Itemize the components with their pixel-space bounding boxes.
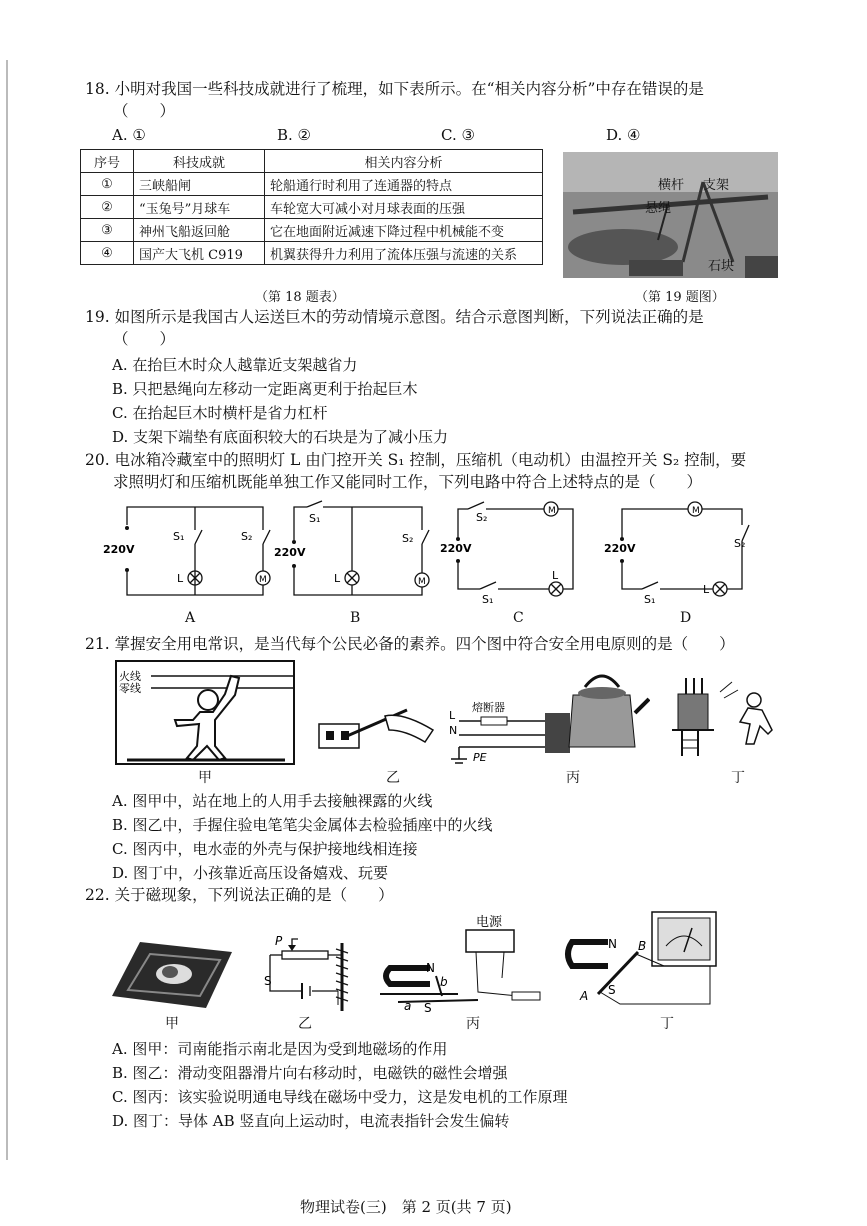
conductor-ab [598,952,638,994]
q22-stem: 22. 关于磁现象，下列说法正确的是（ ） [85,886,394,904]
voltage-label: 220V [274,546,306,559]
q22-option-d[interactable]: D. 图丁：导体 AB 竖直向上运动时，电流表指针会发生偏转 [112,1112,510,1130]
s1-label: S₁ [644,593,656,605]
q18-stem: 18. 小明对我国一些科技成就进行了梳理，如下表所示。在“相关内容分析”中存在错误的是 [85,80,704,98]
q18-table [80,149,543,265]
table-cell: ④ [81,242,134,265]
circuit-wire [622,509,742,589]
s2-label: S₂ [402,532,414,545]
table-cell: 车轮宽大可减小对月球表面的压强 [265,196,543,219]
question-19 [85,306,704,350]
log-shape [568,229,678,265]
table-cell: “玉兔号”月球车 [134,196,265,219]
table-header: 科技成就 [134,150,265,173]
s1-label: S₁ [173,530,185,543]
q22-caption-jia: 甲 [165,1016,179,1032]
q19-option-a[interactable]: A. 在抬巨木时众人越靠近支架越省力 [112,356,358,374]
power-supply-icon [466,930,514,952]
table-row [81,196,543,219]
stone-block-left [629,260,683,276]
table-cell: 机翼获得升力利用了流体压强与流速的关系 [265,242,543,265]
q22-option-a[interactable]: A. 图甲：司南能指示南北是因为受到地磁场的作用 [112,1040,448,1058]
q20-circuit-b [272,500,447,605]
q21-option-c[interactable]: C. 图丙中，电水壶的外壳与保护接地线相连接 [112,840,418,858]
q19-caption: （第 19 题图） [635,290,725,305]
q19-answer-blank: （ ） [113,330,176,348]
motor-label: M [548,506,556,516]
q22-option-c[interactable]: C. 图丙：该实验说明通电导线在磁场中受力，这是发电机的工作原理 [112,1088,568,1106]
label-support: 支架 [703,178,730,193]
question-18 [85,78,704,122]
s-label: S [424,1001,432,1012]
magnet-icon [568,942,608,966]
stone-block-right [745,256,778,278]
label-stone: 石块 [708,259,735,274]
p-label: P [275,935,283,948]
circuit-wire [270,955,302,991]
page-footer: 物理试卷(三) 第 2 页(共 7 页) [300,1198,512,1216]
q21-option-d[interactable]: D. 图丁中，小孩靠近高压设备嬉戏、玩要 [112,864,389,882]
n-label: N [608,937,617,951]
q22-figure-bing [378,912,553,1012]
circuit-d-label[interactable]: D [680,610,692,626]
q21-stem: 21. 掌握安全用电常识，是当代每个公民必备的素养。四个图中符合安全用电原则的是（ ） [85,635,735,653]
q22-figure-ding [560,908,730,1008]
table-cell: 它在地面附近减速下降过程中机械能不变 [265,219,543,242]
circuit-c-label[interactable]: C [513,610,524,626]
voltage-label: 220V [604,542,636,555]
table-row [81,173,543,196]
table-cell: 国产大飞机 C919 [134,242,265,265]
q19-figure [563,152,778,278]
q18-option-b[interactable]: B. ② [277,126,312,144]
table-row [81,242,543,265]
table-cell: ② [81,196,134,219]
q22-figure-jia [110,938,235,1010]
pe-label: PE [473,751,487,764]
hand-icon [385,715,433,742]
q18-option-a[interactable]: A. ① [112,126,146,144]
question-20 [85,449,746,493]
page-edge-line [6,60,8,1160]
s-label: S [264,974,272,988]
q20-circuit-d [600,497,775,605]
table-cell: 轮船通行时利用了连通器的特点 [265,173,543,196]
spoon-icon [162,966,178,978]
transformer-icon [678,694,708,730]
plug-icon [545,713,570,753]
motor-label: M [418,577,426,587]
fuse-label: 熔断器 [472,701,505,714]
q18-caption: （第 18 题表） [255,290,345,305]
q21-caption-yi: 乙 [386,770,400,786]
table-header-row [81,150,543,173]
table-cell: 三峡船闸 [134,173,265,196]
q21-option-a[interactable]: A. 图甲中，站在地上的人用手去接触裸露的火线 [112,792,433,810]
child-icon [740,693,772,744]
q19-option-b[interactable]: B. 只把悬绳向左移动一定距离更利于抬起巨木 [112,380,418,398]
q22-caption-yi: 乙 [298,1016,312,1032]
motor-label: M [692,506,700,516]
table-cell: 神州飞船返回舱 [134,219,265,242]
q22-figure-yi [242,935,372,1013]
lamp-label: L [334,572,341,585]
s2-label: S₂ [734,537,746,550]
q22-caption-bing: 丙 [466,1016,480,1032]
rheostat-icon [282,951,328,959]
q19-option-c[interactable]: C. 在抬起巨木时横杆是省力杠杆 [112,404,328,422]
q21-caption-ding: 丁 [731,770,745,786]
l-label: L [449,709,456,722]
q20-stem-line2: 求照明灯和压缩机既能单独工作又能同时工作，下列电路中符合上述特点的是（ ） [113,473,703,491]
question-21 [85,633,735,655]
fuse-icon [481,717,507,725]
q20-stem-line1: 20. 电冰箱冷藏室中的照明灯 L 由门控开关 S₁ 控制，压缩机（电动机）由温控开关 S₂ 控制，要 [85,451,747,469]
magnet-icon [386,968,430,984]
q21-figure-bing [445,663,650,771]
voltage-label: 220V [103,543,135,556]
s-label: S [608,983,616,997]
q21-caption-bing: 丙 [566,770,580,786]
kettle-icon [569,695,635,747]
q20-circuit-a [100,500,275,605]
s2-label: S₂ [241,530,253,543]
n-label: N [426,961,435,975]
power-label: 电源 [476,915,503,930]
a-point-label: A [580,989,589,1003]
neutral-wire-label: 零线 [119,682,141,695]
circuit-b-label[interactable]: B [350,610,361,626]
circuit-a-label[interactable]: A [185,610,196,626]
table-cell: ③ [81,219,134,242]
q21-caption-jia: 甲 [198,770,212,786]
q21-figure-jia [115,660,295,765]
q20-circuit-c [438,497,598,605]
q19-option-d[interactable]: D. 支架下端垫有底面积较大的石块是为了减小压力 [112,428,449,446]
motor-label: M [259,575,267,585]
q22-option-b[interactable]: B. 图乙：滑动变阻器滑片向右移动时，电磁铁的磁性会增强 [112,1064,508,1082]
q22-caption-ding: 丁 [660,1016,674,1032]
lamp-label: L [552,569,559,582]
label-rope: 悬绳 [645,201,672,216]
b-point-label: B [638,939,647,953]
live-wire-label: 火线 [119,670,141,683]
q21-figure-yi [315,700,435,760]
b-label: b [440,975,448,989]
q18-option-d[interactable]: D. ④ [606,126,641,144]
q21-figure-ding [668,674,778,759]
s1-label: S₁ [482,593,494,605]
lamp-label: L [703,583,710,596]
question-22 [85,884,394,906]
switch-icon [512,992,540,1000]
table-row [81,219,543,242]
q18-option-c[interactable]: C. ③ [441,126,475,144]
socket-icon [319,724,359,748]
a-label: a [404,999,412,1012]
s1-label: S₁ [309,512,321,525]
q19-stem: 19. 如图所示是我国古人运送巨木的劳动情境示意图。结合示意图判断，下列说法正确的是 [85,308,704,326]
table-header: 相关内容分析 [265,150,543,173]
table-header: 序号 [81,150,134,173]
label-lever: 横杆 [658,178,685,193]
q18-answer-blank: （ ） [113,102,176,120]
n-label: N [449,724,458,737]
voltage-label: 220V [440,542,472,555]
lamp-label: L [177,572,184,585]
q21-option-b[interactable]: B. 图乙中，手握住验电笔笔尖金属体去检验插座中的火线 [112,816,493,834]
table-cell: ① [81,173,134,196]
s2-label: S₂ [476,511,488,524]
